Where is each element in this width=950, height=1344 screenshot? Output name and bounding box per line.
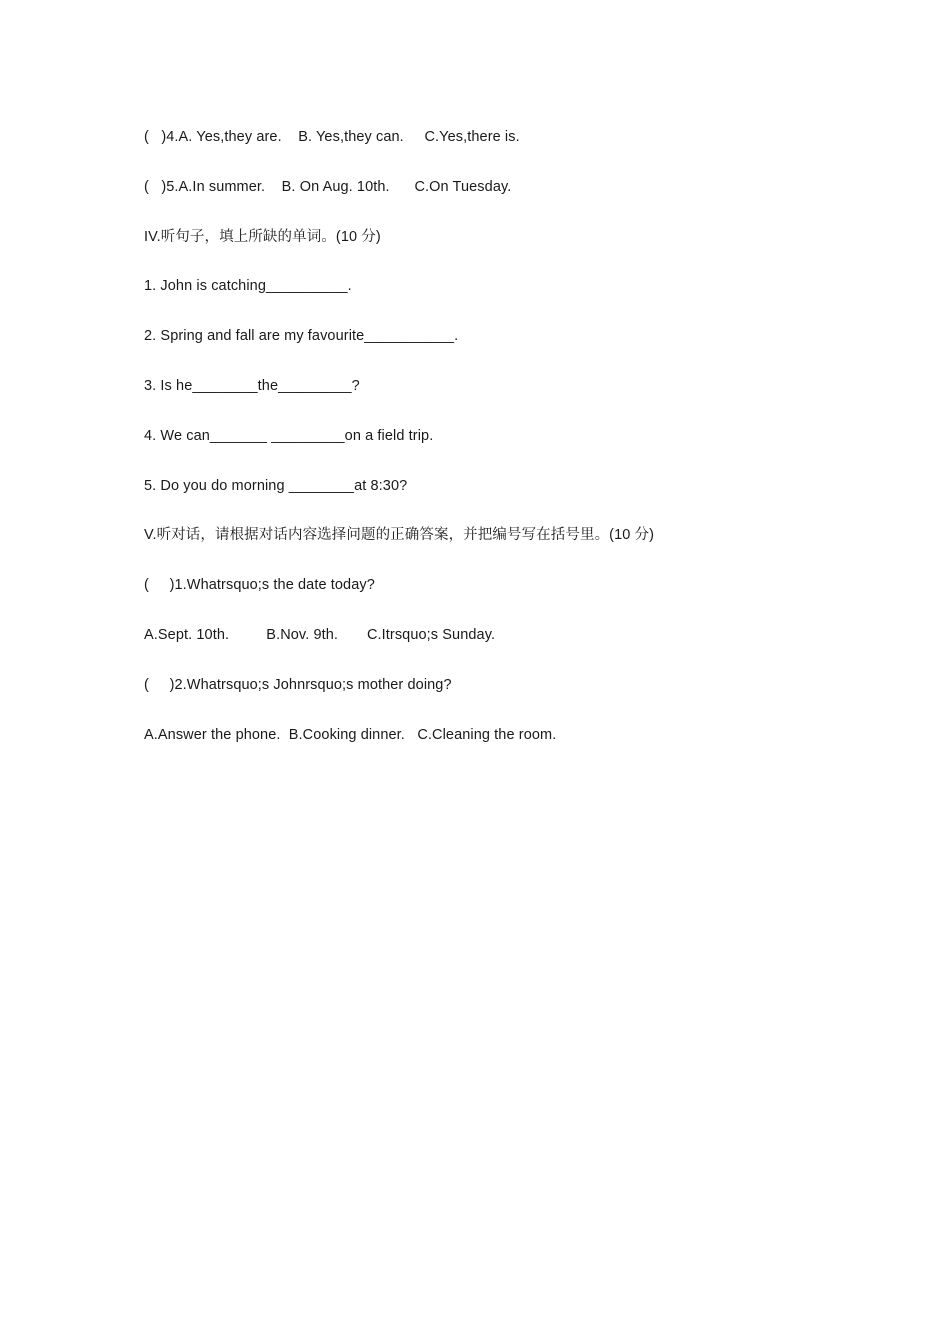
fill-blank-4: 4. We can_______ _________on a field trip. xyxy=(144,427,434,444)
dialogue-question-1-options: A.Sept. 10th. B.Nov. 9th. C.Itrsquo;s Sunday. xyxy=(144,626,496,643)
document-body xyxy=(144,126,844,773)
fill-blank-3: 3. Is he________the_________? xyxy=(144,377,360,394)
fill-blank-5: 5. Do you do morning ________at 8:30? xyxy=(144,477,408,494)
section-iv-heading: IV.听句子，填上所缺的单词。(10 分) xyxy=(144,228,381,245)
section-v-heading: V.听对话，请根据对话内容选择问题的正确答案，并把编号写在括号里。(10 分) xyxy=(144,527,655,544)
dialogue-question-2-options: A.Answer the phone. B.Cooking dinner. C.Cleaning the room. xyxy=(144,726,557,743)
dialogue-question-1: ( )1.Whatrsquo;s the date today? xyxy=(144,577,375,594)
question-4-options: ( )4.A. Yes,they are. B. Yes,they can. C.Yes,there is. xyxy=(144,129,520,145)
question-5-options: ( )5.A.In summer. B. On Aug. 10th. C.On Tuesday. xyxy=(144,178,512,195)
dialogue-question-2: ( )2.Whatrsquo;s Johnrsquo;s mother doing? xyxy=(144,676,452,693)
fill-blank-2: 2. Spring and fall are my favourite___________. xyxy=(144,328,459,345)
fill-blank-1: 1. John is catching__________. xyxy=(144,278,352,295)
